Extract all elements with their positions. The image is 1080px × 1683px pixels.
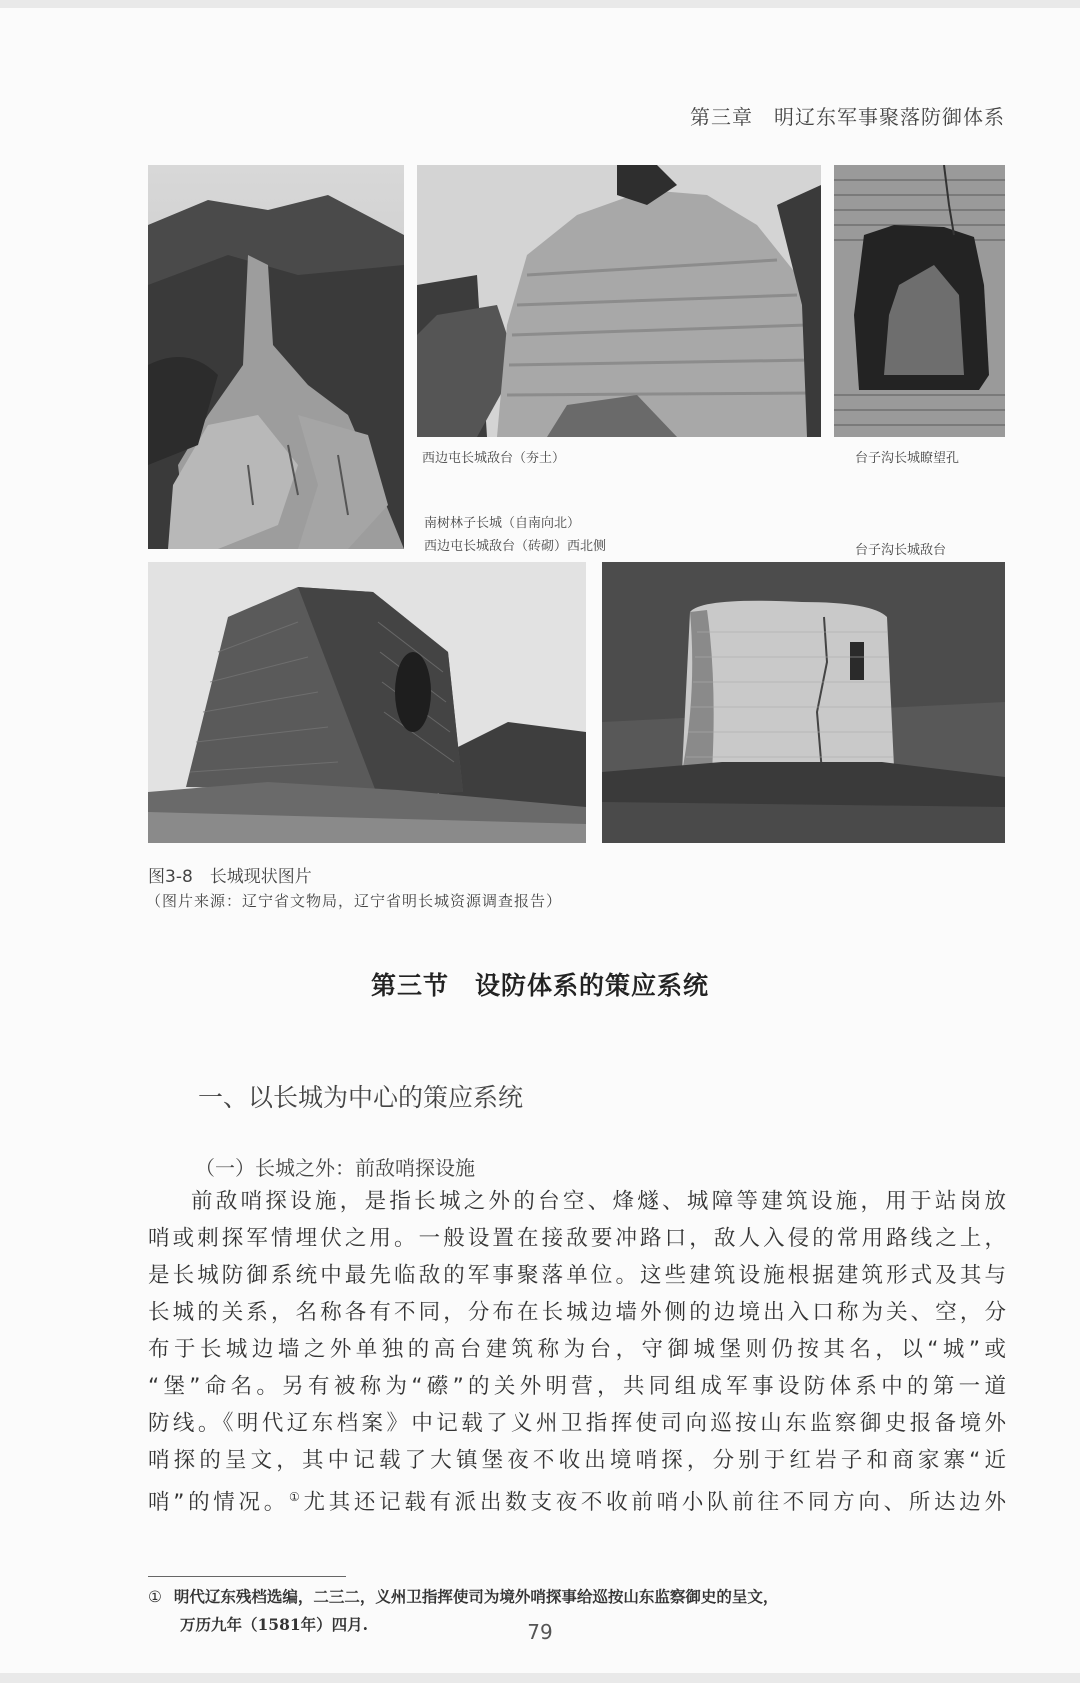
photo-nanshulinzi-wall xyxy=(148,165,404,549)
photo-taizigou-tower xyxy=(602,562,1005,843)
section-title: 第三节 设防体系的策应系统 xyxy=(370,971,709,1000)
document-page xyxy=(0,8,1080,1673)
footnote-reference[interactable]: ① xyxy=(288,1490,304,1504)
footnote-marker: ① xyxy=(148,1588,162,1606)
body-line: 哨探的呈文，其中记载了大镇堡夜不收出境哨探，分别于红岩子和商家寨“近 xyxy=(148,1448,1006,1473)
photo-xibiantun-rammed-earth xyxy=(417,165,821,437)
body-line-last xyxy=(148,1479,1006,1521)
body-line: 哨或刺探军情埋伏之用。一般设置在接敌要冲路口，敌人入侵的常用路线之上， xyxy=(148,1226,1006,1251)
running-header: 第三章 明辽东军事聚落防御体系 xyxy=(690,105,1005,129)
figure-source: （图片来源：辽宁省文物局，辽宁省明长城资源调查报告） xyxy=(146,892,563,910)
figure-title: 图3-8 长城现状图片 xyxy=(148,867,312,887)
body-line: 长城的关系，名称各有不同，分布在长城边墙外侧的边境出入口称为关、空，分 xyxy=(148,1300,1006,1325)
body-line: 前敌哨探设施，是指长城之外的台空、烽燧、城障等建筑设施，用于站岗放 xyxy=(191,1189,1006,1214)
caption-taizigou-tower: 台子沟长城敌台 xyxy=(855,543,947,558)
photo-taizigou-lookout xyxy=(834,165,1005,437)
footnote-divider xyxy=(148,1576,346,1577)
body-line: 是长城防御系统中最先临敌的军事聚落单位。这些建筑设施根据建筑形式及其与 xyxy=(148,1263,1006,1288)
footnote-line-2: 万历九年（1581年）四月. xyxy=(180,1615,369,1634)
footnote-line-1: 明代辽东残档选编，二三二，义州卫指挥使司为境外哨探事给巡按山东监察御史的呈文， xyxy=(173,1587,779,1606)
heading-level-1: 一、以长城为中心的策应系统 xyxy=(198,1083,524,1112)
body-text-before-note: 哨”的情况。 xyxy=(148,1490,289,1516)
body-line: “堡”命名。另有被称为“礤”的关外明营，共同组成军事设防体系中的第一道 xyxy=(148,1374,1006,1399)
caption-xibiantun-rammed: 西边屯长城敌台（夯土） xyxy=(422,451,566,466)
body-paragraph xyxy=(148,1183,1006,1521)
heading-level-2: （一）长城之外：前敌哨探设施 xyxy=(195,1156,475,1180)
body-line: 布于长城边墙之外单独的高台建筑称为台，守御城堡则仍按其名，以“城”或 xyxy=(148,1337,1006,1362)
caption-xibiantun-brick: 西边屯长城敌台（砖砌）西北侧 xyxy=(424,539,607,554)
caption-taizigou-lookout: 台子沟长城瞭望孔 xyxy=(855,451,960,466)
caption-nanshulinzi: 南树林子长城（自南向北） xyxy=(424,516,581,531)
body-line: 防线。《明代辽东档案》中记载了义州卫指挥使司向巡按山东监察御史报备境外 xyxy=(148,1411,1006,1436)
photo-xibiantun-brick-tower xyxy=(148,562,586,843)
body-text-after-note: 尤其还记载有派出数支夜不收前哨小队前往不同方向、所达边外 xyxy=(303,1490,1006,1516)
page-number: 79 xyxy=(527,1620,553,1644)
